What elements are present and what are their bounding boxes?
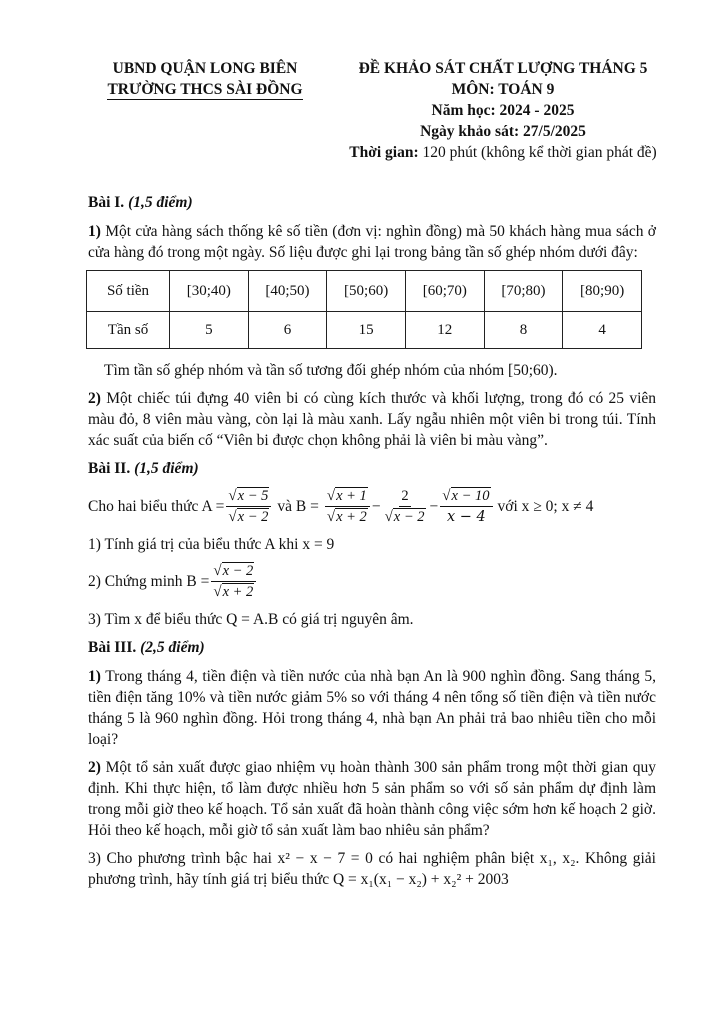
table-cell: [30;40) bbox=[170, 271, 249, 312]
section-3-question-2: 2) Một tổ sản xuất được giao nhiệm vụ hoàn thành 300 sản phẩm trong một thời gian quy định. Khi thực hiện, tổ làm được nhiều hơn 5 sản phẩm so với số sản phẩm dự định làm trong mỗi giờ theo kế hoạch. Tổ sản xuất đã hoàn thành công việc sớm hơn kế hoạch 2 giờ. Hỏi theo kế hoạch, mỗi giờ tổ sản xuất làm bao nhiêu sản phẩm? bbox=[88, 759, 657, 839]
section-3-question-3: 3) Cho phương trình bậc hai x² − x − 7 = 0 có hai nghiệm phân biệt x₁, x₂. Không giải phương trình, hãy tính giá trị biểu thức Q = x₁(x₁ − x₂) + x₂² + 2003 bbox=[88, 850, 656, 888]
condition: với x ≥ 0; x ≠ 4 bbox=[497, 498, 594, 515]
table-row bbox=[87, 271, 642, 312]
table-cell: 15 bbox=[327, 312, 406, 349]
section-3-title: Bài III. (2,5 điểm) bbox=[88, 639, 205, 656]
fraction-b1: $\frac{√x + 1}{√x + 2}$ bbox=[325, 487, 370, 526]
fraction-b3: $\frac{√x - 10}{x - 4}$ bbox=[440, 487, 492, 526]
table-cell: 12 bbox=[405, 312, 484, 349]
table-cell: 4 bbox=[563, 312, 642, 349]
section-2-question-2: 2) Chứng minh B = $\frac{√x - 2}{√x + 2}$ bbox=[88, 562, 656, 601]
table-cell: [40;50) bbox=[248, 271, 327, 312]
table-row-label: Số tiền bbox=[87, 271, 170, 312]
section-1-question-2: 2) Một chiếc túi đựng 40 viên bi có cùng kích thước và khối lượng, trong đó có 25 viên màu đỏ, 8 viên màu vàng, còn lại là màu xanh. Lấy ngẫu nhiên một viên bi trong túi. Tính xác suất của biến cố “Viên bi được chọn không phải là viên bi màu vàng”. bbox=[88, 390, 656, 449]
section-1-question-1: 1) Một cửa hàng sách thống kê số tiền (đơn vị: nghìn đồng) mà 50 khách hàng mua sách ở cửa hàng đó trong một ngày. Số liệu được ghi lại trong bảng tần số ghép nhóm dưới đây: bbox=[88, 223, 656, 261]
frequency-table bbox=[86, 270, 642, 349]
section-1-question-1-ask: Tìm tần số ghép nhóm và tần số tương đối ghép nhóm của nhóm [50;60). bbox=[104, 362, 558, 379]
section-1-title: Bài I. (1,5 điểm) bbox=[88, 194, 193, 211]
fraction-b-result: $\frac{√x - 2}{√x + 2}$ bbox=[211, 562, 256, 601]
table-cell: [70;80) bbox=[484, 271, 563, 312]
table-cell: 6 bbox=[248, 312, 327, 349]
table-row-label: Tần số bbox=[87, 312, 170, 349]
school-year: Năm học: 2024 - 2025 bbox=[431, 102, 575, 119]
school-header bbox=[80, 58, 330, 100]
table-cell: 8 bbox=[484, 312, 563, 349]
section-2-title: Bài II. (1,5 điểm) bbox=[88, 460, 199, 477]
table-cell: [80;90) bbox=[563, 271, 642, 312]
exam-content bbox=[88, 192, 656, 897]
fraction-a: $\frac{√x - 5}{√x - 2}$ bbox=[226, 487, 271, 526]
exam-date: Ngày khảo sát: 27/5/2025 bbox=[420, 123, 586, 140]
table-cell: [60;70) bbox=[405, 271, 484, 312]
district-name: UBND QUẬN LONG BIÊN bbox=[112, 60, 298, 77]
exam-duration: Thời gian: 120 phút (không kể thời gian phát đề) bbox=[349, 144, 657, 161]
table-cell: 5 bbox=[170, 312, 249, 349]
expressions-definition: Cho hai biểu thức A = $\frac{√x - 5}{√x - 2}$ và B = $\frac{√x + 1}{√x + 2}$ − $\frac{2}{√x - 2}$ − $\frac{√x - 10}{x - 4}$ với x ≥ 0; x ≠ 4 bbox=[88, 488, 594, 525]
section-2-question-1: 1) Tính giá trị của biểu thức A khi x = 9 bbox=[88, 536, 335, 553]
section-3-question-1: 1) Trong tháng 4, tiền điện và tiền nước của nhà bạn An là 900 nghìn đồng. Sang tháng 5, tiền điện tăng 10% và tiền nước giảm 5% so với tháng 4 nên tổng số tiền điện và tiền nước tháng 5 là 960 nghìn đồng. Hỏi trong tháng 4, nhà bạn An phải trả bao nhiêu tiền cho mỗi loại? bbox=[88, 668, 656, 748]
exam-subject: MÔN: TOÁN 9 bbox=[451, 81, 555, 98]
exam-header bbox=[330, 58, 676, 163]
fraction-b2: $\frac{2}{√x - 2}$ bbox=[384, 488, 425, 525]
table-cell: [50;60) bbox=[327, 271, 406, 312]
section-2-question-3: 3) Tìm x để biểu thức Q = A.B có giá trị nguyên âm. bbox=[88, 611, 414, 628]
exam-title: ĐỀ KHẢO SÁT CHẤT LƯỢNG THÁNG 5 bbox=[358, 60, 648, 77]
table-row bbox=[87, 312, 642, 349]
school-name: TRƯỜNG THCS SÀI ĐỒNG bbox=[107, 81, 303, 98]
